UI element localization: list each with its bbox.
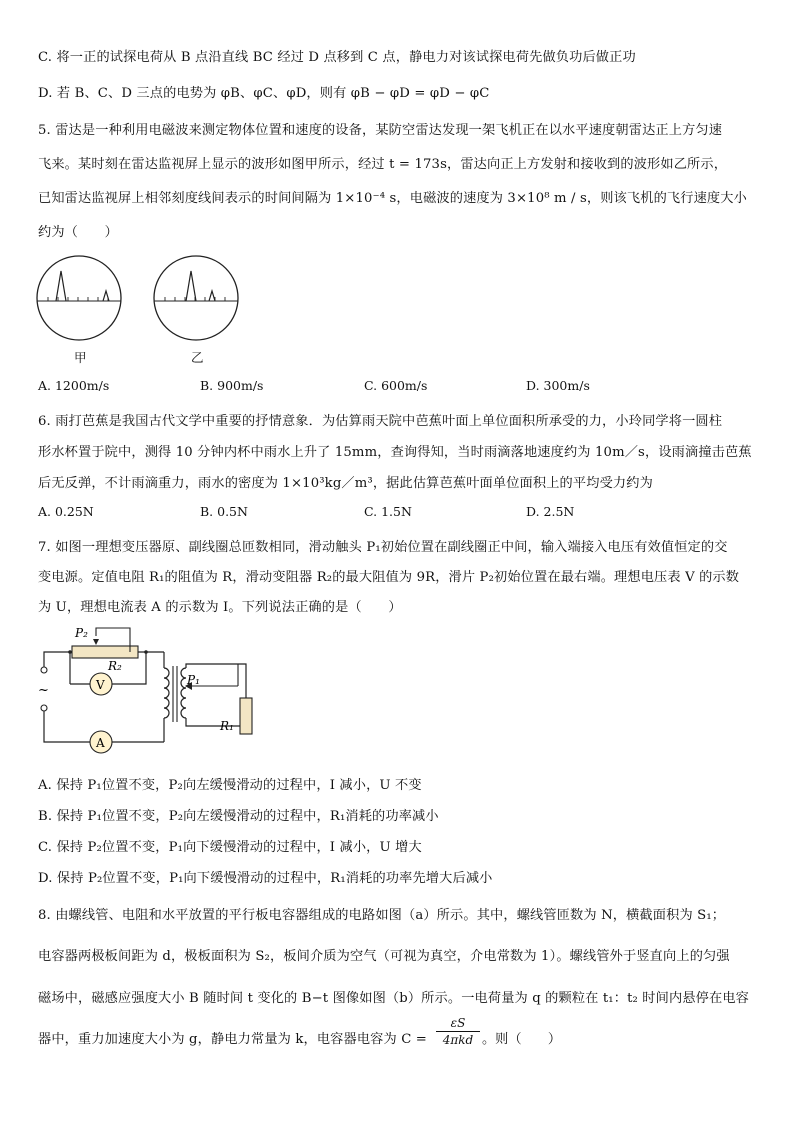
radar-caption-a: 甲	[74, 350, 87, 365]
q6-line-1: 6. 雨打芭蕉是我国古代文学中重要的抒情意象．为估算雨天院中芭蕉叶面上单位面积所承受的力，小玲同学将一圆柱	[38, 414, 723, 429]
ac-terminal-bottom	[41, 705, 47, 711]
q5-line-1: 5. 雷达是一种利用电磁波来测定物体位置和速度的设备，某防空雷达发现一架飞机正在以水平速度朝雷达正上方匀速	[38, 123, 723, 138]
q8-line-4-tail: 。则（ ）	[482, 1032, 562, 1047]
q5-option-d[interactable]: D. 300m/s	[526, 378, 590, 393]
resistor-r1	[240, 698, 252, 734]
voltmeter-label: V	[96, 678, 105, 692]
transformer-circuit	[34, 622, 274, 764]
radar-screen-b	[154, 256, 238, 340]
label-r2: R₂	[108, 659, 122, 673]
q8-line-4: 器中，重力加速度大小为 g，静电力常量为 k，电容器电容为 C =	[38, 1032, 427, 1047]
ac-source-symbol: ~	[38, 683, 49, 698]
radar-caption-b: 乙	[191, 350, 204, 365]
q8-line-3: 磁场中，磁感应强度大小 B 随时间 t 变化的 B−t 图像如图（b）所示。一电荷量为 q 的颗粒在 t₁：t₂ 时间内悬停在电容	[38, 991, 750, 1006]
label-p1: P₁	[187, 673, 200, 687]
radar-figure	[36, 252, 256, 364]
q7-line-1: 7. 如图一理想变压器原、副线圈总匝数相同，滑动触头 P₁初始位置在副线圈正中间，输入端接入电压有效值恒定的交	[38, 540, 728, 555]
q6-option-c[interactable]: C. 1.5N	[364, 504, 412, 519]
q6-option-b[interactable]: B. 0.5N	[200, 504, 248, 519]
label-r1: R₁	[220, 719, 234, 733]
q8-line-1: 8. 由螺线管、电阻和水平放置的平行板电容器组成的电路如图（a）所示。其中，螺线管匝数为 N，横截面积为 S₁；	[38, 908, 726, 923]
q7-option-b[interactable]: B. 保持 P₁位置不变，P₂向左缓慢滑动的过程中，R₁消耗的功率减小	[38, 809, 439, 824]
ammeter-label: A	[96, 736, 105, 750]
q7-option-d[interactable]: D. 保持 P₂位置不变，P₁向下缓慢滑动的过程中，R₁消耗的功率先增大后减小	[38, 871, 493, 886]
q5-option-a[interactable]: A. 1200m/s	[38, 378, 110, 393]
capacitance-fraction	[436, 1016, 480, 1047]
q5-line-2: 飞来。某时刻在雷达监视屏上显示的波形如图甲所示，经过 t = 173s，雷达向正上方发射和接收到的波形如乙所示，	[38, 157, 728, 172]
primary-coil	[164, 668, 169, 718]
rheostat-r2	[72, 646, 138, 658]
fraction-numerator: εS	[450, 1016, 466, 1030]
q7-option-a[interactable]: A. 保持 P₁位置不变，P₂向左缓慢滑动的过程中，I 减小，U 不变	[38, 778, 422, 793]
q7-option-c[interactable]: C. 保持 P₂位置不变，P₁向下缓慢滑动的过程中，I 减小，U 增大	[38, 840, 422, 855]
q4-option-c[interactable]: C. 将一正的试探电荷从 B 点沿直线 BC 经过 D 点移到 C 点，静电力对该试探电荷先做负功后做正功	[38, 50, 636, 65]
q7-line-3: 为 U，理想电流表 A 的示数为 I。下列说法正确的是（ ）	[38, 600, 402, 615]
secondary-coil	[181, 668, 186, 718]
q6-option-a[interactable]: A. 0.25N	[38, 504, 94, 519]
q5-line-3: 已知雷达监视屏上相邻刻度线间表示的时间间隔为 1×10⁻⁴ s，电磁波的速度为 3×10⁸ m / s，则该飞机的飞行速度大小	[38, 191, 747, 206]
q7-line-2: 变电源。定值电阻 R₁的阻值为 R，滑动变阻器 R₂的最大阻值为 9R，滑片 P₂初始位置在最右端。理想电压表 V 的示数	[38, 570, 740, 585]
fraction-denominator: 4πkd	[442, 1033, 474, 1047]
q6-option-d[interactable]: D. 2.5N	[526, 504, 575, 519]
q8-line-2: 电容器两极板间距为 d，极板面积为 S₂，板间介质为空气（可视为真空，介电常数为 1）。螺线管外于竖直向上的匀强	[38, 949, 730, 964]
slider-p2-arrow	[93, 639, 99, 645]
q5-line-4: 约为（ ）	[38, 225, 119, 240]
q6-line-2: 形水杯置于院中，测得 10 分钟内杯中雨水上升了 15mm，查询得知，当时雨滴落地速度约为 10m／s，设雨滴撞击芭蕉	[38, 445, 752, 460]
q4-option-d[interactable]: D. 若 B、C、D 三点的电势为 φB、φC、φD，则有 φB − φD = φD − φC	[38, 86, 490, 101]
q5-option-b[interactable]: B. 900m/s	[200, 378, 264, 393]
q6-line-3: 后无反弹，不计雨滴重力，雨水的密度为 1×10³kg／m³，据此估算芭蕉叶面单位面积上的平均受力约为	[38, 476, 653, 491]
q5-option-c[interactable]: C. 600m/s	[364, 378, 428, 393]
radar-screen-a	[37, 256, 121, 340]
ac-terminal-top	[41, 667, 47, 673]
label-p2: P₂	[75, 626, 88, 640]
